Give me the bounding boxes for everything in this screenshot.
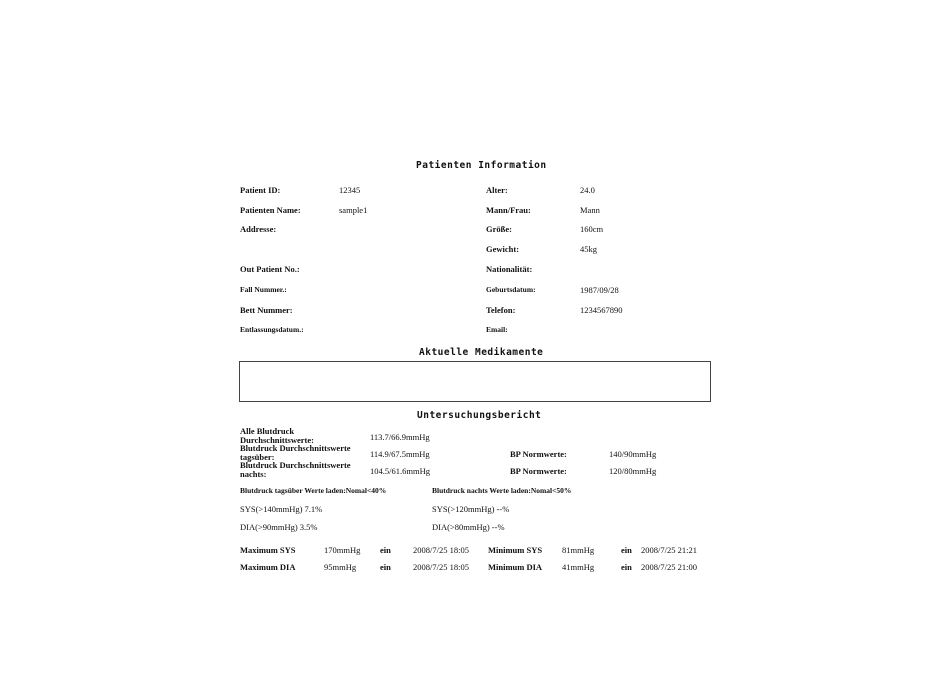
medication-title: Aktuelle Medikamente bbox=[419, 347, 544, 358]
bp-norm-day-value: 140/90mmHg bbox=[609, 449, 657, 459]
min-sys-value: 81mmHg bbox=[562, 545, 595, 555]
email-label: Email: bbox=[486, 325, 508, 334]
max-dia-ein: ein bbox=[380, 562, 391, 572]
max-sys-label: Maximum SYS bbox=[240, 545, 296, 555]
discharge-date-label: Entlassungsdatum.: bbox=[240, 325, 304, 334]
medication-box bbox=[239, 361, 711, 402]
min-sys-label: Minimum SYS bbox=[488, 545, 543, 555]
max-sys-value: 170mmHg bbox=[324, 545, 361, 555]
all-average-value: 113.7/66.9mmHg bbox=[370, 432, 430, 442]
min-dia-value: 41mmHg bbox=[562, 562, 595, 572]
night-dia-load: DIA(>80mmHg) --% bbox=[432, 522, 505, 532]
case-number-label: Fall Nummer.: bbox=[240, 285, 287, 294]
min-dia-time: 2008/7/25 21:00 bbox=[641, 562, 697, 572]
bed-number-label: Bett Nummer: bbox=[240, 305, 293, 315]
report-title: Untersuchungsbericht bbox=[417, 410, 542, 421]
patient-id-value: 12345 bbox=[339, 185, 361, 195]
min-sys-time: 2008/7/25 21:21 bbox=[641, 545, 697, 555]
max-sys-ein: ein bbox=[380, 545, 391, 555]
bp-norm-night-value: 120/80mmHg bbox=[609, 466, 657, 476]
min-dia-label: Minimum DIA bbox=[488, 562, 543, 572]
medication-text bbox=[240, 362, 710, 370]
max-sys-time: 2008/7/25 18:05 bbox=[413, 545, 469, 555]
birth-date-value: 1987/09/28 bbox=[580, 285, 619, 295]
patient-info-title: Patienten Information bbox=[416, 160, 547, 171]
outpatient-label: Out Patient No.: bbox=[240, 264, 300, 274]
weight-value: 45kg bbox=[580, 244, 597, 254]
nationality-label: Nationalität: bbox=[486, 264, 533, 274]
max-dia-value: 95mmHg bbox=[324, 562, 357, 572]
night-average-value: 104.5/61.6mmHg bbox=[370, 466, 430, 476]
sex-value: Mann bbox=[580, 205, 600, 215]
age-value: 24.0 bbox=[580, 185, 595, 195]
patient-name-label: Patienten Name: bbox=[240, 205, 301, 215]
height-value: 160cm bbox=[580, 224, 604, 234]
max-dia-label: Maximum DIA bbox=[240, 562, 296, 572]
weight-label: Gewicht: bbox=[486, 244, 520, 254]
day-dia-load: DIA(>90mmHg) 3.5% bbox=[240, 522, 318, 532]
day-average-label: Blutdruck Durchschnittswerte tagsüber: bbox=[240, 443, 351, 462]
birth-date-label: Geburtsdatum: bbox=[486, 285, 536, 294]
night-load-label: Blutdruck nachts Werte laden:Nomal<50% bbox=[432, 486, 572, 495]
night-average-label: Blutdruck Durchschnittswerte nachts: bbox=[240, 460, 351, 479]
day-average-value: 114.9/67.5mmHg bbox=[370, 449, 430, 459]
age-label: Alter: bbox=[486, 185, 508, 195]
max-dia-time: 2008/7/25 18:05 bbox=[413, 562, 469, 572]
day-sys-load: SYS(>140mmHg) 7.1% bbox=[240, 504, 323, 514]
phone-value: 1234567890 bbox=[580, 305, 623, 315]
min-dia-ein: ein bbox=[621, 562, 632, 572]
bp-norm-day-label: BP Normwerte: bbox=[510, 449, 567, 459]
night-sys-load: SYS(>120mmHg) --% bbox=[432, 504, 510, 514]
sex-label: Mann/Frau: bbox=[486, 205, 531, 215]
day-load-label: Blutdruck tagsüber Werte laden:Nomal<40% bbox=[240, 486, 387, 495]
bp-norm-night-label: BP Normwerte: bbox=[510, 466, 567, 476]
address-label: Addresse: bbox=[240, 224, 277, 234]
phone-label: Telefon: bbox=[486, 305, 516, 315]
all-average-label: Alle Blutdruck Durchschnittswerte: bbox=[240, 426, 314, 445]
patient-id-label: Patient ID: bbox=[240, 185, 281, 195]
patient-name-value: sample1 bbox=[339, 205, 368, 215]
min-sys-ein: ein bbox=[621, 545, 632, 555]
height-label: Größe: bbox=[486, 224, 512, 234]
